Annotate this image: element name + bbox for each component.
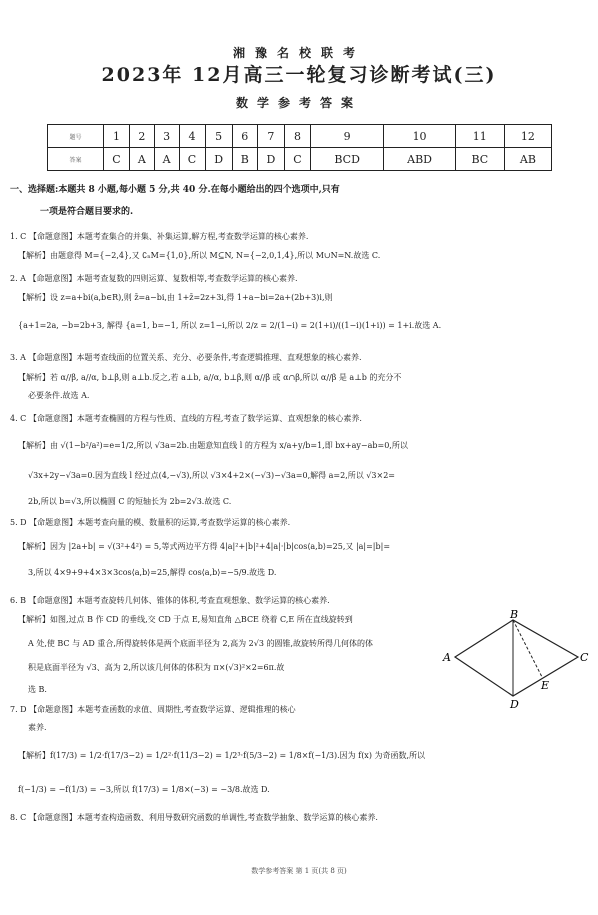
table-answer: D (257, 148, 284, 171)
table-answer: D (205, 148, 232, 171)
rhombus-outline (455, 620, 578, 696)
label-d: D (510, 698, 519, 710)
table-number: 11 (455, 125, 504, 148)
table-answer: BCD (311, 148, 384, 171)
label-e: E (541, 679, 550, 692)
q3-solution: 【解析】若 α//β, a//α, b⊥β,则 a⊥b.反之,若 a⊥b, a//α, b⊥β,则 α//β 或 α∩β,所以 α//β 是 a⊥b 的充分不 (18, 373, 402, 382)
q5-solution-cont: 3,所以 4×9+9+4×3×3cos⟨a,b⟩=25,解得 cos⟨a,b⟩=−5/9.故选 D. (28, 568, 277, 577)
answer-table-answer-row (48, 148, 552, 171)
table-answer: A (154, 148, 179, 171)
label-a: A (443, 651, 451, 664)
table-answer: A (130, 148, 155, 171)
section-instruction-cont: 一项是符合题目要求的. (40, 207, 134, 217)
q4-solution: 【解析】由 √(1−b²/a²)=e=1/2,所以 √3a=2b.由题意知直线 l 的方程为 x/a+y/b=1,即 bx+ay−ab=0,所以 (18, 441, 408, 450)
q7-heading-cont: 素养. (28, 723, 47, 732)
q2-heading: 2. A 【命题意图】本题考查复数的四则运算、复数相等,考查数学运算的核心素养. (10, 274, 298, 283)
q4-solution-end: 2b,所以 b=√3,所以椭圆 C 的短轴长为 2b=2√3.故选 C. (28, 497, 232, 506)
q6-solution-cont2: 积是底面半径为 √3、高为 2,所以该几何体的体积为 π×(√3)²×2=6π.故 (28, 663, 285, 672)
table-answer: C (284, 148, 310, 171)
table-number: 4 (179, 125, 205, 148)
q3-solution-cont: 必要条件.故选 A. (28, 391, 90, 400)
table-number: 3 (154, 125, 179, 148)
q1-heading: 1. C 【命题意图】本题考查集合的并集、补集运算,解方程,考查数学运算的核心素养. (10, 232, 309, 241)
page-footer: 数学参考答案 第 1 页(共 8 页) (251, 867, 347, 875)
q4-heading: 4. C 【命题意图】本题考查椭圆的方程与性质、直线的方程,考查了数学运算、直观想象的核心素养. (10, 414, 362, 423)
table-number: 8 (284, 125, 310, 148)
q5-solution: 【解析】因为 |2a+b| = √(3²+4²) = 5,等式两边平方得 4|a|²+|b|²+4|a|·|b|cos⟨a,b⟩=25,又 |a|=|b|= (18, 542, 391, 551)
q6-solution-cont: A 处,使 BC 与 AD 重合,所得旋转体是两个底面半径为 2,高为 2√3 的圆锥,故旋转所得几何体的体 (28, 639, 373, 648)
table-number: 7 (257, 125, 284, 148)
table-number: 12 (504, 125, 551, 148)
table-number: 9 (311, 125, 384, 148)
table-answer: C (179, 148, 205, 171)
table-number: 5 (205, 125, 232, 148)
q2-solution: 【解析】设 z=a+bi(a,b∈R),则 z̄=a−bi,由 1+z̄=2z+3i,得 1+a−bi=2a+(2b+3)i,则 (18, 293, 333, 302)
q6-solution: 【解析】如图,过点 B 作 CD 的垂线,交 CD 于点 E,易知直角 △BCE 绕着 C,E 所在直线旋转到 (18, 615, 353, 624)
q7-solution-cont: f(−1/3) = −f(1/3) = −3,所以 f(17/3) = 1/8×(−3) = −3/8.故选 D. (18, 785, 270, 794)
label-c: C (580, 651, 589, 664)
q7-solution: 【解析】f(17/3) = 1/2·f(17/3−2) = 1/2²·f(11/3−2) = 1/2³·f(5/3−2) = 1/8×f(−1/3).因为 f(x) 为奇函数,所以 (18, 751, 426, 760)
q5-heading: 5. D 【命题意图】本题考查向量的模、数量积的运算,考查数学运算的核心素养. (10, 518, 291, 527)
q6-heading: 6. B 【命题意图】本题考查旋转几何体、锥体的体积,考查直观想象、数学运算的核心素养. (10, 596, 330, 605)
table-label-answer: 答案 (48, 148, 104, 171)
rhombus-figure (440, 610, 590, 710)
answer-table-number-row (48, 125, 552, 148)
table-number: 6 (232, 125, 257, 148)
exam-title: 2023年 12月高三一轮复习诊断考试(三) (101, 64, 497, 86)
table-number: 1 (104, 125, 130, 148)
q8-heading: 8. C 【命题意图】本题考查构造函数、利用导数研究函数的单调性,考查数学抽象、数学运算的核心素养. (10, 813, 378, 822)
answer-key-title: 数学参考答案 (235, 96, 362, 110)
table-number: 10 (384, 125, 455, 148)
table-label-question: 题号 (48, 125, 104, 148)
q3-heading: 3. A 【命题意图】本题考查线面的位置关系、充分、必要条件,考查逻辑推理、直观想象的核心素养. (10, 353, 362, 362)
answer-table (47, 124, 552, 171)
q6-solution-end: 选 B. (28, 685, 47, 694)
table-answer: B (232, 148, 257, 171)
table-number: 2 (130, 125, 155, 148)
table-answer: AB (504, 148, 551, 171)
q7-heading: 7. D 【命题意图】本题考查函数的求值、周期性,考查数学运算、逻辑推理的核心 (10, 705, 296, 714)
q1-solution: 【解析】由题意得 M={−2,4},又 ∁ₙM={1,0},所以 M⊆N, N={−2,0,1,4},所以 M∪N=N.故选 C. (18, 251, 381, 260)
table-answer: C (104, 148, 130, 171)
table-answer: ABD (384, 148, 455, 171)
exam-organizer: 湘豫名校联考 (232, 46, 365, 60)
q4-solution-cont: √3x+2y−√3a=0.因为直线 l 经过点(4,−√3),所以 √3×4+2×(−√3)−√3a=0,解得 a=2,所以 √3×2= (28, 471, 395, 480)
q2-solution-cont: {a+1=2a, −b=2b+3, 解得 {a=1, b=−1, 所以 z=1−i,所以 2/z = 2/(1−i) = 2(1+i)/((1−i)(1+i)) = 1+i.故选 A. (18, 321, 442, 330)
label-b: B (510, 610, 519, 621)
table-answer: BC (455, 148, 504, 171)
section-instruction: 一、选择题:本题共 8 小题,每小题 5 分,共 40 分.在每小题给出的四个选项中,只有 (10, 185, 340, 195)
